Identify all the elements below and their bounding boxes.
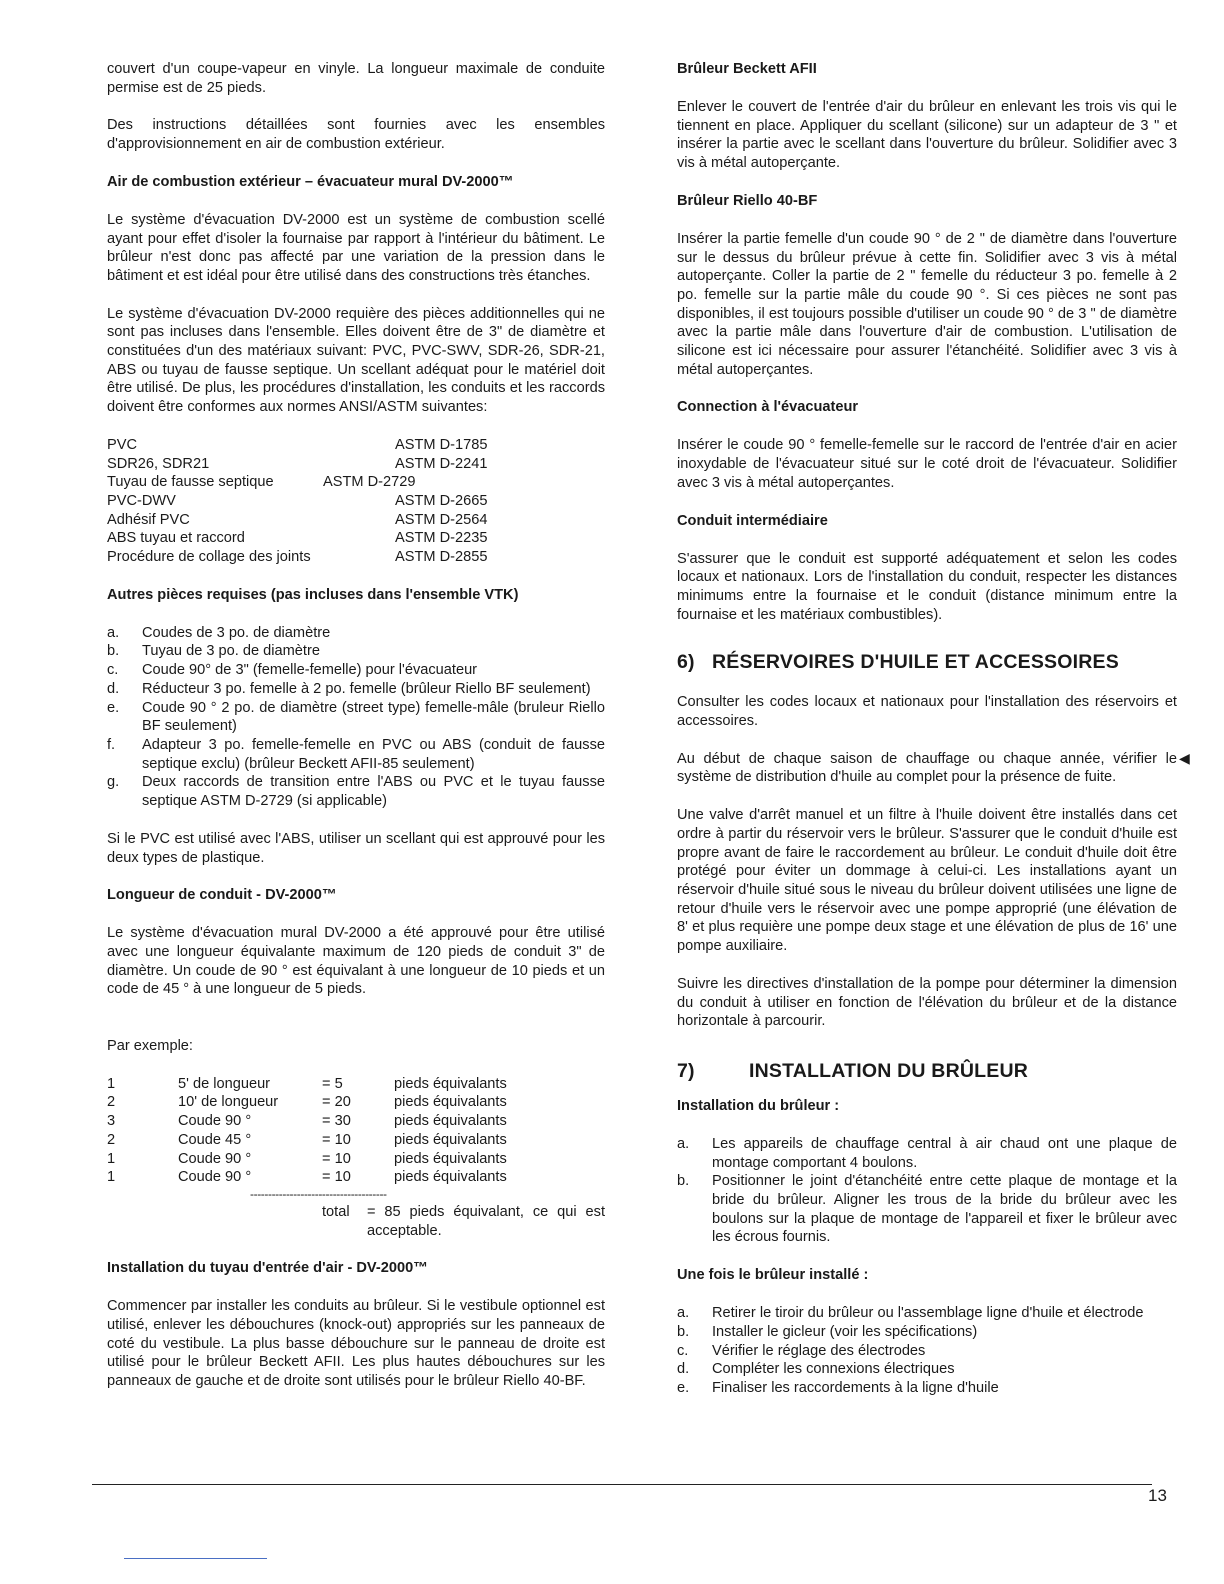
- eq-cell: = 10: [322, 1150, 351, 1167]
- margin-arrow-icon: ◀: [1179, 749, 1190, 766]
- table-row: [107, 511, 487, 530]
- total-label: total: [322, 1203, 350, 1220]
- section-title: INSTALLATION DU BRÛLEUR: [749, 1059, 1029, 1082]
- paragraph-air-intake-install: Commencer par installer les conduits au brûleur. Si le vestibule optionnel est utilisé, enlever les débouchures (knock-out) appropriés sur les panneaux de coté du vestibule. La plus basse débouchure sur le panneau de droite est utilisé pour le brûleur Beckett AFII. Les plus hautes débouchures sur les panneaux de gauche et de droite sont utilisés pour le brûleur Riello 40-BF.: [107, 1298, 605, 1390]
- page-number: 13: [1148, 1486, 1167, 1505]
- section-6-title: [677, 650, 1177, 674]
- list-marker: b.: [677, 1173, 690, 1190]
- paragraph-pvc-abs: Si le PVC est utilisé avec l'ABS, utiliser un scellant qui est approuvé pour les deux types de plastique.: [107, 830, 605, 866]
- list-marker: b.: [107, 643, 120, 660]
- heading-riello: Brûleur Riello 40-BF: [677, 192, 818, 209]
- total-text: = 85 pieds équivalant, ce qui est acceptable.: [367, 1203, 605, 1239]
- list-marker: f.: [107, 736, 116, 753]
- list-item: [107, 699, 605, 736]
- section-title: RÉSERVOIRES D'HUILE ET ACCESSOIRES: [712, 651, 1119, 674]
- item-cell: Coude 45 °: [178, 1131, 252, 1148]
- item-cell: Coude 90 °: [178, 1169, 252, 1186]
- eq-cell: = 5: [322, 1075, 343, 1092]
- list-text: Retirer le tiroir du brûleur ou l'assemblage ligne d'huile et électrode: [712, 1305, 1144, 1322]
- qty-cell: 3: [107, 1113, 116, 1130]
- code-cell: ASTM D-2564: [395, 511, 488, 528]
- list-item: [107, 773, 605, 810]
- burner-install-list: [677, 1135, 1177, 1247]
- material-cell: PVC: [107, 436, 138, 453]
- list-item: [677, 1379, 1177, 1398]
- section-7-title: [677, 1059, 1177, 1083]
- list-item: [107, 680, 605, 699]
- heading-dv2000-air: Air de combustion extérieur – évacuateur mural DV-2000™: [107, 173, 514, 190]
- qty-cell: 1: [107, 1169, 116, 1186]
- total-spacer: [107, 1203, 322, 1240]
- table-row: [107, 1150, 507, 1169]
- table-row: [107, 1093, 507, 1112]
- material-code-cell: [107, 473, 487, 492]
- heading-other-parts: Autres pièces requises (pas incluses dans l'ensemble VTK): [107, 586, 519, 603]
- item-cell: Coude 90 °: [178, 1150, 252, 1167]
- list-text: Réducteur 3 po. femelle à 2 po. femelle (brûleur Riello BF seulement): [142, 680, 591, 697]
- list-marker: c.: [677, 1342, 689, 1359]
- unit-cell: pieds équivalants: [394, 1169, 507, 1186]
- example-table: [107, 1075, 507, 1187]
- list-marker: g.: [107, 774, 120, 791]
- example-label: Par exemple:: [107, 1038, 193, 1055]
- list-marker: a.: [677, 1135, 690, 1152]
- unit-cell: pieds équivalants: [394, 1113, 507, 1130]
- unit-cell: pieds équivalants: [394, 1094, 507, 1111]
- item-cell: Coude 90 °: [178, 1113, 252, 1130]
- qty-cell: 1: [107, 1075, 116, 1092]
- table-row: [107, 1075, 507, 1094]
- table-row: [107, 1131, 507, 1150]
- list-item: [677, 1360, 1177, 1379]
- eq-cell: = 20: [322, 1094, 351, 1111]
- list-text: Les appareils de chauffage central à air chaud ont une plaque de montage comportant 4 boulons.: [712, 1135, 1177, 1171]
- list-text: Compléter les connexions électriques: [712, 1361, 955, 1378]
- code-cell: ASTM D-2241: [395, 455, 488, 472]
- heading-intermediate-duct: Conduit intermédiaire: [677, 512, 828, 529]
- list-item: [107, 624, 605, 643]
- item-cell: 5' de longueur: [178, 1075, 271, 1092]
- list-text: Finaliser les raccordements à la ligne d'huile: [712, 1379, 999, 1396]
- paragraph-duct-length: Le système d'évacuation mural DV-2000 a été approuvé pour être utilisé avec une longueur équivalante maximum de 120 pieds de conduit 3" de diamètre. Un coude de 90 ° est équivalant à une longueur de 10 pieds et un code de 45 ° à une longueur de 5 pieds.: [107, 925, 605, 998]
- list-text: Positionner le joint d'étanchéité entre cette plaque de montage et la bride du brûleur. Aligner les trous de la bride du brûleur avec les boulons sur la plaque de montage de l'appareil et fixer le brûleur avec les écrous fournis.: [712, 1173, 1177, 1246]
- list-text: Coude 90 ° 2 po. de diamètre (street type) femelle-mâle (bruleur Riello BF seulement): [142, 699, 605, 735]
- heading-air-intake-install: Installation du tuyau d'entrée d'air - DV-2000™: [107, 1260, 428, 1277]
- material-cell: SDR26, SDR21: [107, 455, 210, 472]
- section-number: 6): [677, 651, 695, 674]
- item-cell: 10' de longueur: [178, 1094, 279, 1111]
- heading-beckett: Brûleur Beckett AFII: [677, 61, 817, 77]
- material-cell: PVC-DWV: [107, 492, 176, 509]
- table-row: [107, 492, 487, 511]
- list-marker: e.: [107, 699, 120, 716]
- list-item: [107, 736, 605, 773]
- qty-cell: 1: [107, 1150, 116, 1167]
- left-column: [107, 60, 605, 1410]
- paragraph-beckett: Enlever le couvert de l'entrée d'air du brûleur en enlevant les trois vis qui le tiennent en place. Appliquer du scellant (silicone) sur un adapteur de 3 " et insérer la partie avec le scellant dans l'ouverture du brûleur. Solidifier avec 3 vis à métal autoperçante.: [677, 99, 1177, 172]
- right-column: [677, 60, 1190, 1417]
- eq-cell: = 10: [322, 1131, 351, 1148]
- list-text: Adapteur 3 po. femelle-femelle en PVC ou ABS (conduit de fausse septique exclu) (brûleur Beckett AFII-85 seulement): [142, 736, 605, 772]
- heading-after-install: Une fois le brûleur installé :: [677, 1267, 869, 1284]
- list-text: Vérifier le réglage des électrodes: [712, 1342, 926, 1359]
- paragraph-continuation: couvert d'un coupe-vapeur en vinyle. La longueur maximale de conduite permise est de 25 pieds.: [107, 61, 605, 96]
- after-install-list: [677, 1304, 1177, 1398]
- list-text: Deux raccords de transition entre l'ABS ou PVC et le tuyau fausse septique ASTM D-2729 (si applicable): [142, 774, 605, 810]
- list-marker: a.: [677, 1305, 690, 1322]
- astm-standards-table: [107, 436, 487, 567]
- list-text: Coudes de 3 po. de diamètre: [142, 624, 331, 641]
- paragraph-valve-filter: Une valve d'arrêt manuel et un filtre à l'huile doivent être installés dans cet ordre à partir du réservoir vers le brûleur. S'assurer que le conduit d'huile est propre avant de faire le raccordement au brûleur. Le conduit d'huile doit être protégé pour éviter un dommage à celui-ci. Les installations ayant un réservoir d'huile situé sous le niveau du brûleur doivent utilisées une ligne de retour d'huile vers le réservoir avec une pompe approprié (une élévation de 8' et plus requière une pompe deux stage et une élévation de plus de 16' une pompe auxiliaire.: [677, 807, 1177, 955]
- qty-cell: 2: [107, 1131, 116, 1148]
- other-parts-list: [107, 624, 605, 811]
- material-cell: Adhésif PVC: [107, 511, 190, 528]
- paragraph-intermediate-duct: S'assurer que le conduit est supporté adéquatement et selon les codes locaux et nationaux. Lors de l'installation du conduit, respecter les distances minimums entre la fournaise et le conduit (distance minimum entre la fournaise et les matériaux combustibles).: [677, 550, 1177, 623]
- paragraph-instructions: Des instructions détaillées sont fournies avec les ensembles d'approvisionnement en air de combustion extérieur.: [107, 117, 605, 153]
- list-marker: d.: [107, 680, 120, 697]
- list-marker: b.: [677, 1323, 690, 1340]
- list-marker: e.: [677, 1379, 690, 1396]
- list-item: [107, 642, 605, 661]
- list-item: [107, 661, 605, 680]
- bottom-edge-line: [124, 1558, 267, 1559]
- list-item: [677, 1135, 1177, 1172]
- paragraph-pump-directives: Suivre les directives d'installation de la pompe pour déterminer la dimension du conduit à utiliser en fonction de l'élévation du brûleur et de la distance horizontale à parcourir.: [677, 975, 1177, 1030]
- heading-connection: Connection à l'évacuateur: [677, 399, 859, 416]
- material-cell: Tuyau de fausse septique: [107, 474, 274, 491]
- table-row: [107, 436, 487, 455]
- leak-check-text: Au début de chaque saison de chauffage ou chaque année, vérifier le système de distribution d'huile au complet pour la présence de fuite.: [677, 750, 1177, 786]
- footer-divider: [92, 1484, 1152, 1485]
- paragraph-tanks-codes: Consulter les codes locaux et nationaux pour l'installation des réservoirs et accessoires.: [677, 694, 1177, 730]
- list-marker: a.: [107, 624, 120, 641]
- table-row: [107, 473, 487, 492]
- list-marker: c.: [107, 662, 119, 679]
- total-row: [107, 1203, 605, 1240]
- table-row: [107, 455, 487, 474]
- list-item: [677, 1323, 1177, 1342]
- eq-cell: = 10: [322, 1169, 351, 1186]
- qty-cell: 2: [107, 1094, 116, 1111]
- list-text: Installer le gicleur (voir les spécifications): [712, 1323, 978, 1340]
- code-cell: ASTM D-2855: [395, 549, 488, 566]
- table-row: [107, 548, 487, 567]
- unit-cell: pieds équivalants: [394, 1075, 507, 1092]
- list-item: [677, 1172, 1177, 1247]
- code-cell: ASTM D-2729: [323, 474, 416, 491]
- list-text: Tuyau de 3 po. de diamètre: [142, 643, 320, 660]
- heading-duct-length: Longueur de conduit - DV-2000™: [107, 887, 337, 904]
- section-number: 7): [677, 1059, 695, 1082]
- table-row: [107, 1168, 507, 1187]
- unit-cell: pieds équivalants: [394, 1150, 507, 1167]
- material-cell: Procédure de collage des joints: [107, 549, 311, 566]
- unit-cell: pieds équivalants: [394, 1131, 507, 1148]
- paragraph-dv2000-system: Le système d'évacuation DV-2000 est un système de combustion scellé ayant pour effet d'isoler la fournaise par rapport à l'intérieur du bâtiment. Le brûleur n'est donc pas affecté par une variation de la pression dans le bâtiment et est idéal pour être utilisé dans des constructions très étanches.: [107, 211, 605, 284]
- heading-burner-install: Installation du brûleur :: [677, 1097, 840, 1114]
- eq-cell: = 30: [322, 1113, 351, 1130]
- code-cell: ASTM D-2665: [395, 492, 488, 509]
- list-item: [677, 1342, 1177, 1361]
- paragraph-riello: Insérer la partie femelle d'un coude 90 ° de 2 " de diamètre dans l'ouverture sur le dessus du brûleur prévue à cette fin. Solidifier avec 3 vis à métal autoperçante. Coller la partie de 2 " femelle du réducteur 3 po. femelle à 2 po. femelle sur la partie mâle du coude 90 °. Si ces pièces ne sont pas disponibles, il est toujours possible d'utiliser un coude 90 ° de 3 " de diamètre avec la partie mâle dans l'ouverture d'air de combustion. L'utilisation de silicone est ici nécessaire pour assurer l'étanchéité. Solidifier avec 3 vis à métal autoperçantes.: [677, 230, 1177, 378]
- list-item: [677, 1304, 1177, 1323]
- code-cell: ASTM D-1785: [395, 436, 488, 453]
- sum-separator: --------------------------------------: [250, 1186, 387, 1201]
- table-row: [107, 1112, 507, 1131]
- table-row: [107, 529, 487, 548]
- list-marker: d.: [677, 1361, 690, 1378]
- list-text: Coude 90° de 3" (femelle-femelle) pour l'évacuateur: [142, 662, 478, 679]
- material-cell: ABS tuyau et raccord: [107, 530, 245, 547]
- paragraph-connection: Insérer le coude 90 ° femelle-femelle sur le raccord de l'entrée d'air en acier inoxydable de l'évacuateur situé sur le coté droit de l'évacuateur. Solidifier avec 3 vis à métal autoperçantes.: [677, 437, 1177, 491]
- code-cell: ASTM D-2235: [395, 530, 488, 547]
- paragraph-leak-check: [677, 749, 1190, 787]
- paragraph-dv2000-parts: Le système d'évacuation DV-2000 requière des pièces additionnelles qui ne sont pas incluses dans l'ensemble. Elles doivent être de 3" de diamètre et constituées d'un des matériaux suivant: PVC, PVC-SWV, SDR-26, SDR-21, ABS ou tuyau de fausse septique. Un scellant adéquat pour le matériel doit être utilisé. De plus, les procédures d'installation, les conduits et les raccords doivent être conformes aux normes ANSI/ASTM suivantes:: [107, 305, 605, 416]
